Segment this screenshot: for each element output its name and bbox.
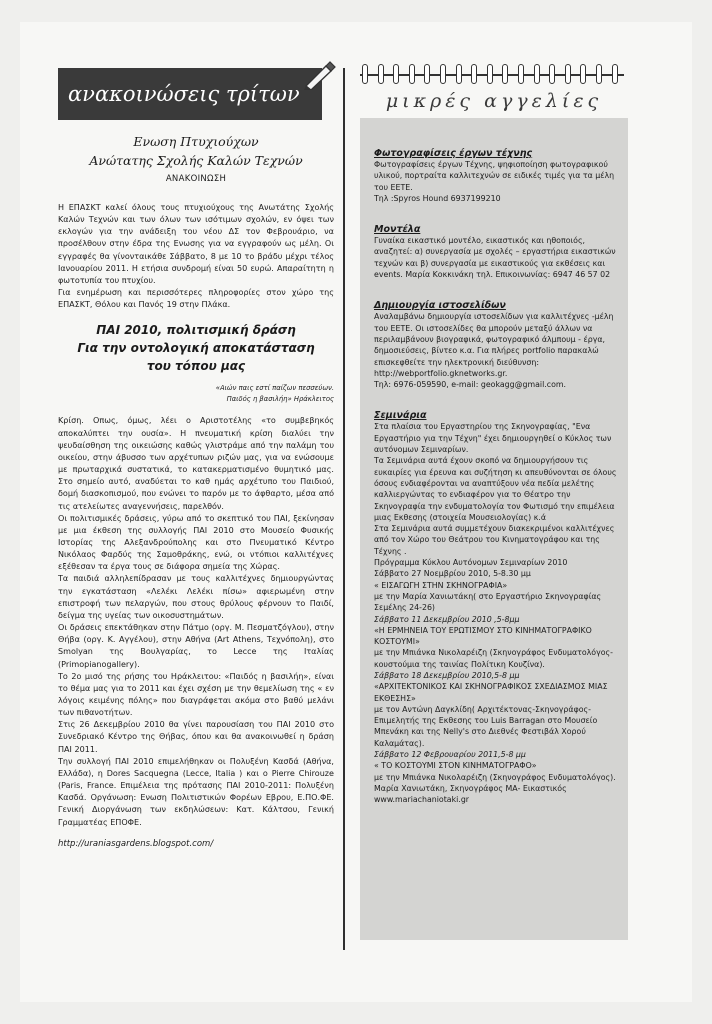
ad-line: Φωτογραφίσεις έργων Τέχνης, ψηφιοποίηση φωτογραφικού υλικού, πορτραίτα καλλιτεχνών σε ειδικές τιμές για τα μέλη του ΕΕΤΕ. bbox=[374, 160, 615, 192]
quote-line: «Αιών παις εστί παίζων πεσσεύων. bbox=[215, 384, 334, 393]
notepad-rings bbox=[360, 64, 628, 98]
union-title bbox=[58, 132, 334, 170]
spiral-ring bbox=[440, 64, 446, 84]
pai-body bbox=[58, 415, 334, 828]
ad-line: Αναλαμβάνω δημιουργία ιστοσελίδων για καλλιτέχνες -μέλη του ΕΕΤΕ. Οι ιστοσελίδες θα μπορούν μεταξύ άλλων να περιλαμβάνουν βιογραφικά, φωτογραφικό άλμπουμ - έργα, δημοσιεύσεις, βίντεο κ.α. Για πλήρες portfolio παρακαλώ επισκεφθείτε την ηλεκτρονική διεύθυνση: http://webportfolio.gknetworks.gr. bbox=[374, 312, 614, 378]
spiral-ring bbox=[580, 64, 586, 84]
ad-line: Σάββατο 11 Δεκεμβρίου 2010 ,5-8μμ bbox=[374, 614, 520, 624]
spiral-ring bbox=[565, 64, 571, 84]
blog-link[interactable]: http://uraniasgardens.blogspot.com/ bbox=[58, 838, 214, 849]
ad-line: Σάββατο 18 Δεκεμβρίου 2010,5-8 μμ bbox=[374, 670, 520, 680]
spiral-ring bbox=[487, 64, 493, 84]
spiral-ring bbox=[612, 64, 618, 84]
ad-line: Τα Σεμινάρια αυτά έχουν σκοπό να δημιουργήσουν τις ευκαιρίες για έρευνα και συζήτηση κι απευθύνονται σε όλους όσους ενδιαφέρονται να αναπτύξουν νέα πεδία μελέτης καλλιεργώντας το ενδιαφέρον για το Θέατρο την Σκηνογραφία την ενδυματολογία τον Φωτισμό την επιμέλεια μιας Εκθεσης (στοιχεία Μουσειολογίας) κ.ά bbox=[374, 456, 617, 522]
pen-icon bbox=[302, 60, 336, 90]
spiral-ring bbox=[393, 64, 399, 84]
heraclitus-quote bbox=[58, 383, 334, 405]
ad-line: « ΤΟ ΚΟΣΤΟΥΜΙ ΣΤΟΝ ΚΙΝΗΜΑΤΟΓΡΑΦΟ» bbox=[374, 761, 537, 771]
pai-title-line: ΠΑΙ 2010, πολιτισμική δράση bbox=[96, 323, 296, 338]
column-divider bbox=[343, 68, 345, 950]
section-banner-announcements bbox=[58, 68, 322, 120]
ad-line: Πρόγραμμα Κύκλου Αυτόνομων Σεμιναρίων 2010 bbox=[374, 558, 568, 568]
ad-line: «Η ΕΡΜΗΝΕΙΑ ΤΟΥ ΕΡΩΤΙΣΜΟΥ ΣΤΟ ΚΙΝΗΜΑΤΟΓΡΑΦΙΚΟ ΚΟΣΤΟΥΜΙ» bbox=[374, 625, 592, 647]
ad-line: με την Μπιάνκα Νικολαρέιζη (Σκηνογράφος Ενδυματολόγος- κουστούμια της ταινίας Πολίτικη Κουζίνα). bbox=[374, 648, 613, 669]
paragraph: Οι δράσεις επεκτάθηκαν στην Πάτμο (οργ. Μ. Πεσματζόγλου), στην Θήβα (οργ. Κ. Αγγέλου), στην Αθήνα (Art Athens, Τεχνόπολη), στο Smolyan της Βουλγαρίας, το Lecce της Ιταλίας (Primopianogallery). bbox=[58, 623, 334, 669]
spiral-ring bbox=[518, 64, 524, 84]
announcement-label: ΑΝΑΚΟΙΝΩΣΗ bbox=[165, 174, 227, 184]
spiral-ring bbox=[471, 64, 477, 84]
paragraph: Για ενημέρωση και περισσότερες πληροφορίες στον χώρο της ΕΠΑΣΚΤ, Θόλου και Πανός 19 στην Πλάκα. bbox=[58, 288, 334, 310]
ad-line: με την Μαρία Χανιωτάκη( στο Εργαστήριο Σκηνογραφίας Σεμέλης 24-26) bbox=[374, 591, 602, 613]
ad-line: Τηλ: 6976-059590, e-mail: geokagg@gmail.com. bbox=[374, 380, 566, 390]
spiral-ring bbox=[378, 64, 384, 84]
ad-heading: Φωτογραφίσεις έργων τέχνης bbox=[374, 148, 533, 159]
ad-heading: Δημιουργία ιστοσελίδων bbox=[374, 300, 506, 312]
ad-line: Σάββατο 27 Νοεμβρίου 2010, 5-8.30 μμ bbox=[374, 569, 531, 579]
ad-photography bbox=[374, 148, 618, 204]
ad-line: Μαρία Χανιωτάκη, Σκηνογράφος ΜΑ- Εικαστικός bbox=[374, 783, 567, 793]
ad-line: με την Μπιάνκα Νικολαρέιζη (Σκηνογράφος Ενδυματολόγος). bbox=[374, 772, 616, 782]
spiral-ring bbox=[596, 64, 602, 84]
spiral-ring bbox=[549, 64, 555, 84]
union-title-line: Ανώτατης Σχολής Καλών Τεχνών bbox=[89, 153, 303, 168]
section-title: ανακοινώσεις τρίτων bbox=[68, 82, 300, 106]
paragraph: Στις 26 Δεκεμβρίου 2010 θα γίνει παρουσίαση του ΠΑΙ 2010 στο Συνεδριακό Κέντρο της Θήβας, όπου και θα ανακοινωθεί η δράση ΠΑΙ 2011. bbox=[58, 720, 334, 754]
ad-line: Στα Σεμινάρια αυτά συμμετέχουν διακεκριμένοι καλλιτέχνες από τον Χώρο του Θεάτρου του Κινηματογράφου και της Τέχνης . bbox=[374, 524, 615, 556]
paragraph: Τα παιδιά αλληλεπίδρασαν με τους καλλιτέχνες δημιουργώντας την εγκατάσταση «Λελέκι Λελέκι πίσω» αφιερωμένη στην επιστροφή των πελαργών, που στους θρύλους φέρνουν το Παιδί, δείγμα της υγείας των οικοσυστημάτων. bbox=[58, 574, 334, 620]
spiral-ring bbox=[456, 64, 462, 84]
classifieds-title: μικρές αγγελίες bbox=[385, 90, 603, 112]
ad-heading: Μοντέλα bbox=[374, 224, 421, 236]
union-title-line: Ενωση Πτυχιούχων bbox=[133, 134, 259, 149]
ad-line: « ΕΙΣΑΓΩΓΗ ΣΤΗΝ ΣΚΗΝΟΓΡΑΦΙΑ» bbox=[374, 580, 508, 590]
pai-title bbox=[58, 321, 334, 375]
quote-line: Παιδός η βασιλήη» Ηράκλειτος bbox=[226, 395, 334, 404]
spiral-ring bbox=[424, 64, 430, 84]
ad-line: Γυναίκα εικαστικό μοντέλο, εικαστικός και ηθοποιός, αναζητεί: α) συνεργασία με σχολές – εργαστήρια εικαστικών τεχνών και β) συνεργασία με εικαστικούς για εκθέσεις και events. Μαρία Κοκκινάκη τηλ. Επικοινωνίας: 6947 46 57 02 bbox=[374, 236, 616, 280]
spiral-ring bbox=[409, 64, 415, 84]
ad-line: Τηλ :Spyros Hound 6937199210 bbox=[374, 193, 501, 203]
spiral-ring bbox=[362, 64, 368, 84]
pai-title-line: Για την οντολογική αποκατάσταση bbox=[77, 341, 315, 356]
ad-seminars bbox=[374, 410, 618, 805]
ad-websites bbox=[374, 300, 618, 390]
left-column bbox=[58, 68, 334, 849]
pai-title-line: του τόπου μας bbox=[146, 359, 246, 374]
union-body bbox=[58, 202, 334, 311]
ad-line: www.mariachaniotaki.gr bbox=[374, 795, 470, 805]
right-column bbox=[360, 64, 628, 940]
ad-line: «ΑΡΧΙΤΕΚΤΟΝΙΚΟΣ ΚΑΙ ΣΚΗΝΟΓΡΑΦΙΚΟΣ ΣΧΕΔΙΑΣΜΟΣ ΜΙΑΣ ΕΚΘΕΣΗΣ» bbox=[374, 682, 608, 703]
classifieds-box bbox=[360, 118, 628, 940]
paragraph: Το 2ο μισό της ρήσης του Ηράκλειτου: «Παιδός η βασιλήη», είναι το θέμα μας για το 2011 και έχει σχέση με την θεμελίωση της « εν λόγοις κειμένης πόλης» που διαγράφεται ακόμα στο βαθύ μελάνι των πιθανοτήτων. bbox=[58, 671, 334, 718]
paragraph: Κρίση. Οπως, όμως, λέει ο Αριστοτέλης «το συμβεβηκός αποκαλύπτει την ουσία». Η πνευματική κρίση διαλύει την ψευδαίσθηση της οικειώσης καθώς γλιστράμε από την παλάμη του οικείου, στην άβυσσο των αρχέτυπων ριζών μας, για να ενώσουμε με πρωταρχικά συστατικά, το κατακερματισμένο θυμητικό μας. Στο σημείο αυτό, αναδύεται το καθ ημάς αρχέτυπο του Παιδιού, δομή διασκοπισμού, που ενώνει το παρόν με το άφθαρτο, μέσα από τις ατελείωτες αναγεννήσεις, παρελθόν. bbox=[58, 416, 334, 511]
spiral-ring bbox=[534, 64, 540, 84]
ad-heading: Σεμινάρια bbox=[374, 410, 427, 422]
ad-line: Στα πλαίσια του Εργαστηρίου της Σκηνογραφίας, "Ενα Εργαστήριο για την Τέχνη" έχει δημιουργηθεί ο Κύκλος των αυτόνομων Σεμιναρίων. bbox=[374, 422, 612, 455]
paragraph: Η ΕΠΑΣΚΤ καλεί όλους τους πτυχιούχους της Ανωτάτης Σχολής Καλών Τεχνών και των όλων των ισότιμων σχολών, εν όψει των εκλογών για την ανάδειξη του νέου ΔΣ τον Φεβρουάριο, να προσέλθουν στην έδρα της Ενωσης για να εγγραφούν ως μέλη. Οι εγγραφές θα γίνονταικάθε Σάββατο, 8 με 10 το βράδυ μέχρι τέλος Ιανουαρίου 2011. Η ετήσια συνδρομή είναι 50 ευρώ. Απαραίτητη η φωτοτυπία του πτυχίου. bbox=[58, 203, 334, 285]
paragraph: Την συλλογή ΠΑΙ 2010 επιμελήθηκαν οι Πολυξένη Κασδά (Αθήνα, Ελλάδα), η Dores Sacquegna (Lecce, Italia ) και ο Pierre Chirouze (Paris, France. Επιμέλεια της πρότασης ΠΑΙ 2010-2011: Πολυξένη Κασδά. Οργάνωση: Ενωση Πολιτιστικών Φορέων Εβρου, Ε.ΠΟ.ΦΕ. Γενική Διοργάνωση των εκδηλώσεων: Κατ. Κάλτσου, Γενική Γραμματέας ΕΠΟΦΕ. bbox=[58, 756, 334, 827]
ad-line: με τον Αντώνη Δαγκλίδη( Αρχιτέκτονας-Σκηνογράφος- Επιμελητής της Εκθεσης του Luis Barragan στο Μουσείο Μπενάκη και της Nelly's στο Διεθνές Φεστιβάλ Χορού Καλαμάτας). bbox=[374, 704, 598, 748]
ad-line: Σάββατο 12 Φεβρουαρίου 2011,5-8 μμ bbox=[374, 750, 526, 760]
spiral-ring bbox=[502, 64, 508, 84]
paragraph: Οι πολιτισμικές δράσεις, γύρω από το σκεπτικό του ΠΑΙ, ξεκίνησαν με μια έκθεση της συλλογής ΠΑΙ 2010 στο Μουσείο Φυσικής Ιστορίας της Αλεξανδρούπολης και στο Πνευματικό Κέντρο Νικόλαος Φαρδύς της Σαμοθράκης, ενώ, οι ντόπιοι καλλιτέχνες εξέθεσαν τα έργα τους σε διάφορα σημεία της Χώρας. bbox=[58, 513, 334, 572]
ad-models bbox=[374, 224, 618, 280]
